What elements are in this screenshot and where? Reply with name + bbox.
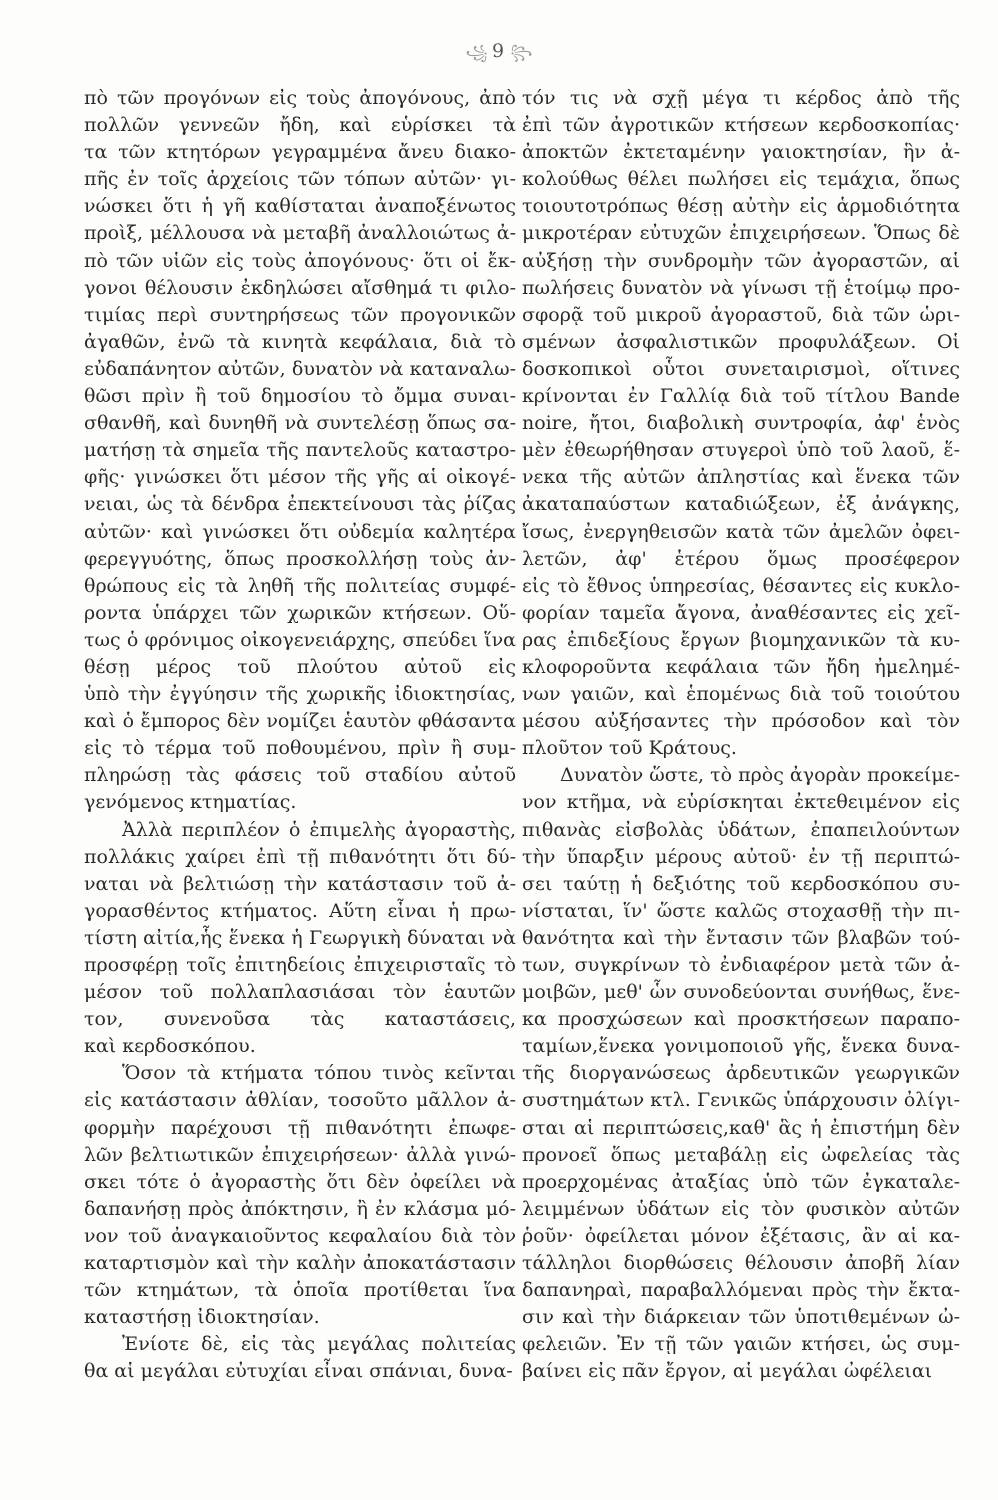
text-line: σει ταύτῃ ἡ δεξιότης τοῦ κερδοσκόπου συ- <box>522 872 960 895</box>
text-line: προὶξ, μέλλουσα νὰ μεταβῆ ἀναλλοιώτως ἀ- <box>84 222 516 245</box>
text-line: πολλάκις χαίρει ἐπὶ τῇ πιθανότητι ὅτι δύ- <box>84 845 516 868</box>
text-line: πὸ τῶν υἱῶν εἰς τοὺς ἀπογόνους· ὅτι οἱ ἔκ- <box>84 249 516 272</box>
text-line: κολούθως θέλει πωλήσει εἰς τεμάχια, ὅπως <box>522 168 960 191</box>
text-line: ὑπὸ τὴν ἐγγύησιν τῆς χωρικῆς ἰδιοκτησίας, <box>84 683 516 706</box>
text-line: ἐπὶ τῶν ἀγροτικῶν κτήσεων κερδοσκοπίας· <box>522 114 960 137</box>
text-line: τάλληλοι διορθώσεις θέλουσιν ἀποβῆ λίαν <box>522 1252 960 1275</box>
text-line: γονοι θέλουσιν ἐκδηλώσει αἴσθημά τι φιλο- <box>84 276 516 299</box>
text-line: πλοῦτον τοῦ Κράτους. <box>522 737 737 760</box>
text-line: τον, συνενοῦσα τὰς καταστάσεις, <box>84 1008 516 1031</box>
text-line: σκει τότε ὁ ἀγοραστὴς ὅτι δὲν ὀφείλει νὰ <box>84 1170 516 1193</box>
text-line: τῆς διοργανώσεως ἀρδευτικῶν γεωργικῶν <box>522 1062 960 1085</box>
text-line: μέσον τοῦ πολλαπλασιάσαι τὸν ἑαυτῶν <box>84 981 516 1004</box>
text-line: ἴσως, ἐνεργηθεισῶν κατὰ τῶν ἀμελῶν ὀφει- <box>522 520 960 543</box>
right-text-column <box>522 85 960 1386</box>
text-line: τιμίας περὶ συντηρήσεως τῶν προγονικῶν <box>84 303 516 326</box>
text-line: πιθανὰς εἰσβολὰς ὑδάτων, ἐπαπειλούντων <box>522 818 960 841</box>
text-line: λειμμένων ὑδάτων εἰς τὸν φυσικὸν αὐτῶν <box>522 1197 960 1220</box>
text-line: προερχομένας ἀταξίας ὑπὸ τῶν ἐγκαταλε- <box>522 1170 960 1193</box>
text-line: καταστήσῃ ἰδιοκτησίαν. <box>84 1306 320 1329</box>
text-line: noire, ἤτοι, διαβολικὴ συντροφία, ἀφ' ἑνὸς <box>522 412 960 435</box>
text-line: φερεγγυότης, ὅπως προσκολλήσῃ τοὺς ἀν- <box>84 547 516 570</box>
text-line: εἰς τὸ ἔθνος ὑπηρεσίας, θέσαντες εἰς κυκλο- <box>522 574 960 597</box>
text-line: θα αἱ μεγάλαι εὐτυχίαι εἶναι σπάνιαι, δυνα- <box>84 1360 513 1383</box>
text-line: πολλῶν γεννεῶν ἤδη, καὶ εὑρίσκει τὰ <box>84 114 516 137</box>
text-line: προνοεῖ ὅπως μεταβάλῃ εἰς ὠφελείας τὰς <box>522 1143 960 1166</box>
text-line: τα τῶν κτητόρων γεγραμμένα ἄνευ διακο- <box>84 141 516 164</box>
text-line: νώσκει ὅτι ἡ γῆ καθίσταται ἀναποξένωτος <box>84 195 516 218</box>
text-line: αὐτῶν· καὶ γινώσκει ὅτι οὐδεμία καλητέρα <box>84 520 516 543</box>
text-line: τῶν κτημάτων, τὰ ὁποῖα προτίθεται ἵνα <box>84 1279 516 1302</box>
column-gutter <box>518 92 519 1412</box>
text-line: θέσῃ μέρος τοῦ πλούτου αὐτοῦ εἰς <box>84 655 516 678</box>
text-line: εἰς κατάστασιν ἀθλίαν, τοσοῦτο μᾶλλον ἀ- <box>84 1089 516 1112</box>
text-line: μὲν ἐθεωρήθησαν στυγεροὶ ὑπὸ τοῦ λαοῦ, ἕ- <box>522 439 960 462</box>
text-line: φορίαν ταμεῖα ἄγονα, ἀναθέσαντες εἰς χεῖ- <box>522 601 960 624</box>
text-line: τοιουτοτρόπως θέσῃ αὐτὴν εἰς ἁρμοδιότητα <box>522 195 960 218</box>
text-line: θρώπους εἰς τὰ ληθῆ τῆς πολιτείας συμφέ- <box>84 574 516 597</box>
text-line: γορασθέντος κτήματος. Αὕτη εἶναι ἡ πρω- <box>84 899 516 922</box>
text-line: Δυνατὸν ὥστε, τὸ πρὸς ἀγορὰν προκείμε- <box>560 764 960 787</box>
text-line: ἀκαταπαύστων καταδιώξεων, ἐξ ἀνάγκης, <box>522 493 960 516</box>
text-line: Ἐνίοτε δὲ, εἰς τὰς μεγάλας πολιτείας <box>122 1333 516 1356</box>
text-line: τως ὁ φρόνιμος οἰκογενειάρχης, σπεύδει ἵνα <box>84 628 516 651</box>
text-line: σιν καὶ τὴν διάρκειαν τῶν ὑποτιθεμένων ὠ- <box>522 1306 960 1329</box>
text-line: μέσου αὐξήσαντες τὴν πρόσοδον καὶ τὸν <box>522 710 960 733</box>
text-line: σμένων ἀσφαλιστικῶν προφυλάξεων. Οἱ <box>522 330 960 353</box>
text-line: νον τοῦ ἀναγκαιοῦντος κεφαλαίου διὰ τὸν <box>84 1224 516 1247</box>
text-line: ῥοῦν· ὀφείλεται μόνον ἐξέτασις, ἂν αἱ κα- <box>522 1224 960 1247</box>
page-number: 9 <box>491 40 507 62</box>
text-line: βαίνει εἰς πᾶν ἔργον, αἱ μεγάλαι ὠφέλειαι <box>522 1360 933 1383</box>
text-line: κρίνονται ἐν Γαλλίᾳ διὰ τοῦ τίτλου Bande <box>522 385 960 408</box>
text-line: μοιβῶν, μεθ' ὧν συνοδεύονται συνήθως, ἕνε- <box>522 981 960 1004</box>
text-line: καὶ κερδοσκόπου. <box>84 1035 256 1058</box>
text-line: νον κτῆμα, νὰ εὑρίσκηται ἐκτεθειμένον εἰς <box>522 791 960 814</box>
page-header <box>0 40 998 70</box>
text-line: αὐξήσῃ τὴν συνδρομὴν τῶν ἀγοραστῶν, αἱ <box>522 249 960 272</box>
text-line: ρας ἐπιδεξίους ἔργων βιομηχανικῶν τὰ κυ- <box>522 628 960 651</box>
text-line: συστημάτων κτλ. Γενικῶς ὑπάρχουσιν ὀλίγι- <box>522 1089 960 1112</box>
text-line: δαπανηραὶ, παραβαλλόμεναι πρὸς τὴν ἔκτα- <box>522 1279 960 1302</box>
text-line: φῆς· γινώσκει ὅτι μέσον τῆς γῆς αἱ οἰκογέ- <box>84 466 516 489</box>
text-line: Ὅσον τὰ κτήματα τόπου τινὸς κεῖνται <box>122 1062 516 1085</box>
text-line: εἰς τὸ τέρμα τοῦ ποθουμένου, πρὶν ἢ συμ- <box>84 737 516 760</box>
text-line: νειαι, ὡς τὰ δένδρα ἐπεκτείνουσι τὰς ῥίζας <box>84 493 516 516</box>
text-line: γενόμενος κτηματίας. <box>84 791 297 814</box>
ornament-left-icon: ꧁ <box>465 45 492 61</box>
text-line: νεκα τῆς αὐτῶν ἀπληστίας καὶ ἕνεκα τῶν <box>522 466 960 489</box>
text-line: τὴν ὕπαρξιν μέρους αὐτοῦ· ἐν τῇ περιπτώ- <box>522 845 960 868</box>
ornament-right-icon: ꧂ <box>506 45 533 61</box>
text-line: φορμὴν παρέχουσι τῇ πιθανότητι ἐπωφε- <box>84 1116 516 1139</box>
text-line: σθανθῆ, καὶ δυνηθῆ νὰ συντελέσῃ ὅπως σα- <box>84 412 516 435</box>
text-line: εὐδαπάνητον αὐτῶν, δυνατὸν νὰ καταναλω- <box>84 357 516 380</box>
text-line: ἀγαθῶν, ἐνῶ τὰ κινητὰ κεφάλαια, διὰ τὸ <box>84 330 516 353</box>
text-line: προσφέρῃ τοῖς ἐπιτηδείοις ἐπιχειρισταῖς τὸ <box>84 954 516 976</box>
text-line: θῶσι πρὶν ἢ τοῦ δημοσίου τὸ ὄμμα συναι- <box>84 385 516 408</box>
text-line: λῶν βελτιωτικῶν ἐπιχειρήσεων· ἀλλὰ γινώ- <box>84 1143 516 1166</box>
text-line: λετῶν, ἀφ' ἑτέρου ὅμως προσέφερον <box>522 547 960 570</box>
text-line: φελειῶν. Ἐν τῇ τῶν γαιῶν κτήσει, ὡς συμ- <box>522 1333 960 1356</box>
text-line: ἀποκτῶν ἐκτεταμένην γαιοκτησίαν, ἣν ἀ- <box>522 141 960 164</box>
text-line: νίσταται, ἵν' ὥστε καλῶς στοχασθῇ τὴν πι- <box>522 899 960 922</box>
text-line: πῆς ἐν τοῖς ἀρχείοις τῶν τόπων αὐτῶν· γι- <box>84 168 516 191</box>
text-line: θανότητα καὶ τὴν ἔντασιν τῶν βλαβῶν τού- <box>522 926 960 949</box>
text-line: ναται νὰ βελτιώσῃ τὴν κατάστασιν τοῦ ἀ- <box>84 872 516 895</box>
text-line: πληρώσῃ τὰς φάσεις τοῦ σταδίου αὐτοῦ <box>84 764 516 787</box>
text-line: ροντα ὑπάρχει τῶν χωρικῶν κτήσεων. Οὕ- <box>84 601 516 624</box>
text-line: καταρτισμὸν καὶ τὴν καλὴν ἀποκατάστασιν <box>84 1252 516 1275</box>
text-line: πὸ τῶν προγόνων εἰς τοὺς ἀπογόνους, ἀπὸ <box>84 87 516 109</box>
text-line: δαπανήσῃ πρὸς ἀπόκτησιν, ἢ ἐν κλάσμα μό- <box>84 1197 516 1220</box>
text-line: τόν τις νὰ σχῇ μέγα τι κέρδος ἀπὸ τῆς <box>522 87 960 109</box>
text-line: κα προσχώσεων καὶ προσκτήσεων παραπο- <box>522 1008 960 1031</box>
text-line: σται αἱ περιπτώσεις,καθ' ἃς ἡ ἐπιστήμη δὲν <box>522 1116 960 1139</box>
text-line: πωλήσεις δυνατὸν νὰ γίνωσι τῇ ἑτοίμῳ προ- <box>522 276 960 299</box>
text-line: Ἀλλὰ περιπλέον ὁ ἐπιμελὴς ἀγοραστὴς, <box>122 818 516 841</box>
text-line: νων γαιῶν, καὶ ἑπομένως διὰ τοῦ τοιούτου <box>522 683 960 706</box>
left-text-column <box>84 85 516 1386</box>
text-line: καὶ ὁ ἔμπορος δὲν νομίζει ἑαυτὸν φθάσαντα <box>84 710 516 733</box>
text-line: κλοφοροῦντα κεφάλαια τῶν ἤδη ἠμελημέ- <box>522 655 960 678</box>
text-line: ταμίων,ἕνεκα γονιμοποιοῦ γῆς, ἕνεκα δυνα- <box>522 1035 960 1058</box>
text-line: δοσκοπικοὶ οὗτοι συνεταιρισμοὶ, οἵτινες <box>522 357 960 380</box>
text-line: μικροτέραν εὐτυχῶν ἐπιχειρήσεων. Ὅπως δὲ <box>522 222 960 245</box>
text-line: ματήσῃ τὰ σημεῖα τῆς παντελοῦς καταστρο- <box>84 439 516 462</box>
text-line: τίστη αἰτία,ἧς ἕνεκα ἡ Γεωργικὴ δύναται νὰ <box>84 926 516 949</box>
text-line: σφορᾷ τοῦ μικροῦ ἀγοραστοῦ, διὰ τῶν ὡρι- <box>522 303 960 326</box>
text-line: των, συγκρίνων τὸ ἐνδιαφέρον μετὰ τῶν ἀ- <box>522 954 960 976</box>
